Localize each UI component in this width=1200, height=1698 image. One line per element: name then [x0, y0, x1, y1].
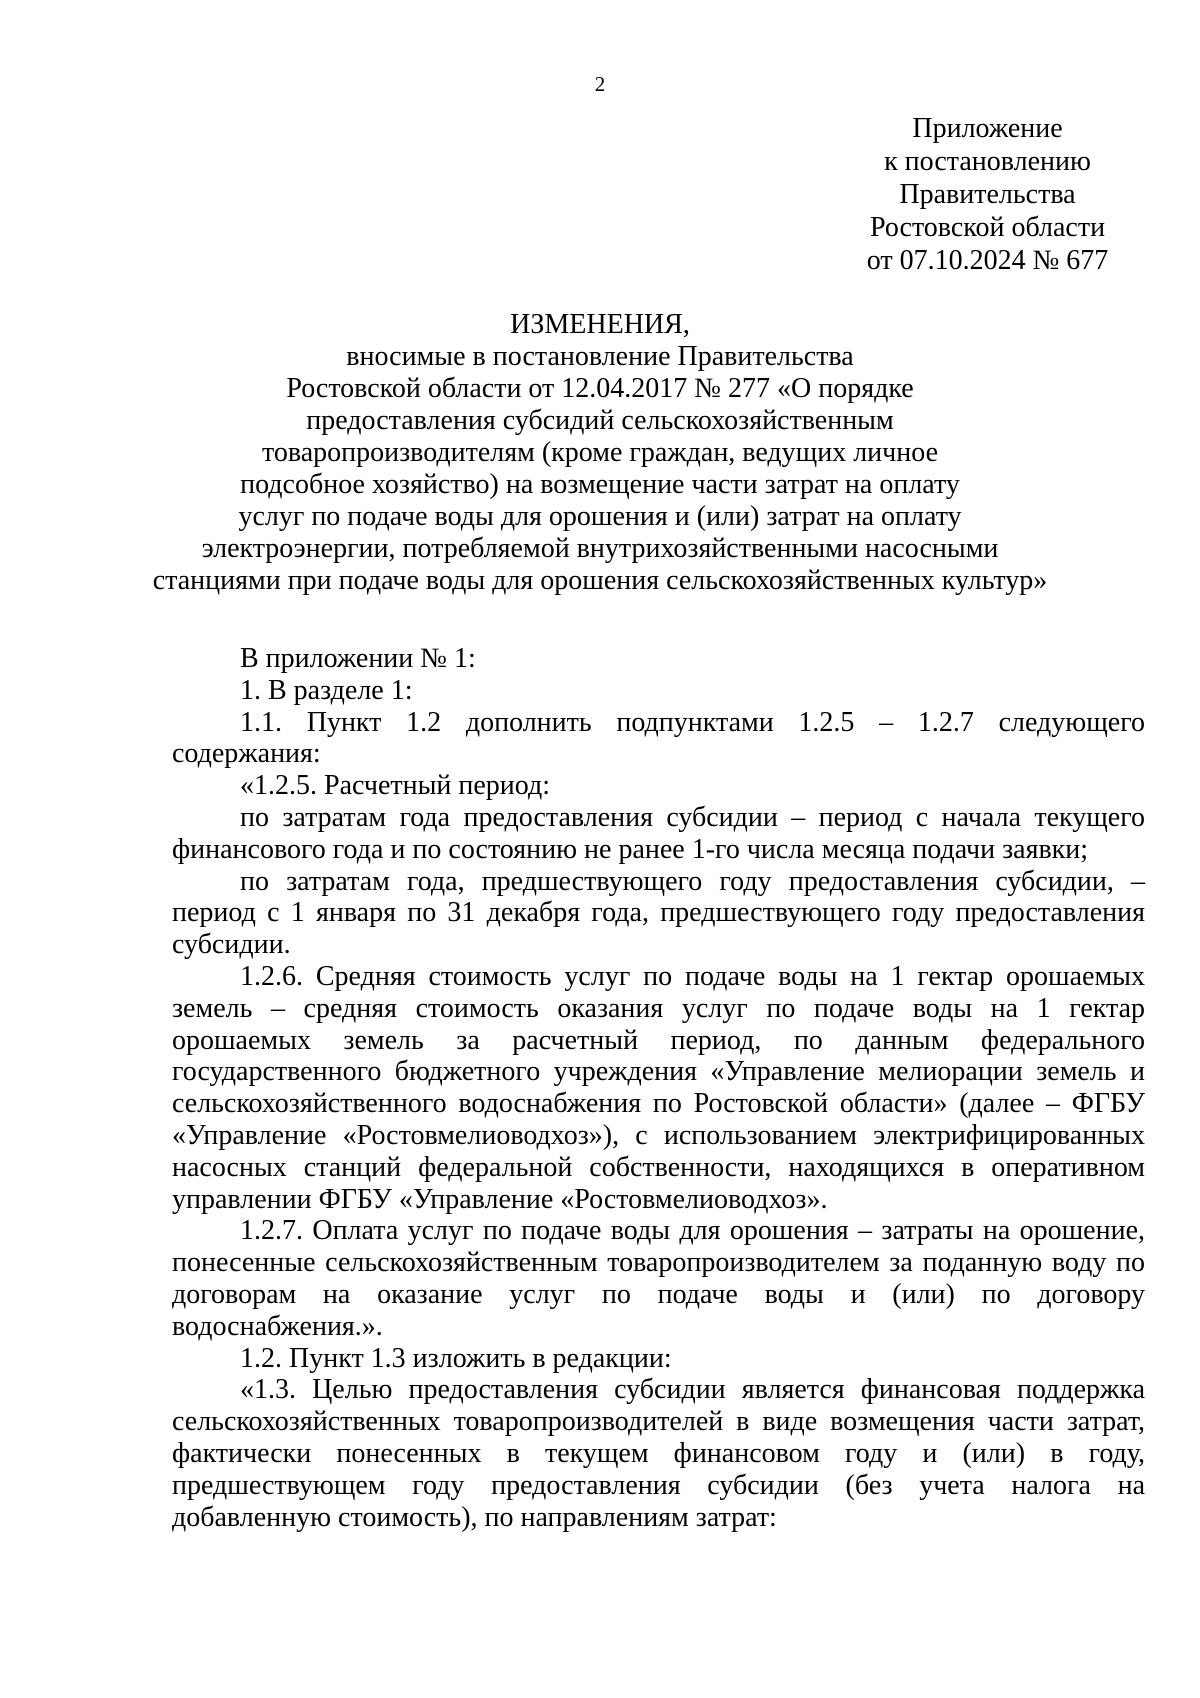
appendix-line: Ростовской области [869, 212, 1106, 243]
title-line: электроэнергии, потребляемой внутрихозяйственными насосными [201, 533, 999, 564]
document-title [0, 309, 1200, 597]
body-paragraph: «1.3. Целью предоставления субсидии является финансовая поддержка сельскохозяйственных товаропроизводителей в виде возмещения части затрат, фактически понесенных в текущем финансовом году и (или) в году, предшествующем году предоставления субсидии (без учета налога на добавленную стоимость), по направлениям затрат: [172, 1374, 1145, 1533]
title-line: услуг по подаче воды для орошения и (или) затрат на оплату [238, 501, 962, 532]
appendix-line: к постановлению [884, 146, 1091, 177]
appendix-line: Приложение [912, 113, 1063, 144]
body-paragraph: 1.1. Пункт 1.2 дополнить подпунктами 1.2.5 – 1.2.7 следующего содержания: [172, 706, 1145, 770]
page-number: 2 [594, 72, 606, 96]
body-paragraph: по затратам года предоставления субсидии – период с начала текущего финансового года и по состоянию не ранее 1-го числа месяца подачи заявки; [172, 801, 1145, 865]
title-heading: ИЗМЕНЕНИЯ, [510, 309, 690, 340]
title-line: подсобное хозяйство) на возмещение части затрат на оплату [240, 469, 960, 500]
body-paragraph: 1. В разделе 1: [240, 674, 413, 706]
body-paragraph: по затратам года, предшествующего году предоставления субсидии, – период с 1 января по 31 декабря года, предшествующего году предоставления субсидии. [172, 865, 1145, 961]
appendix-reference [830, 112, 1145, 277]
document-body [172, 643, 1145, 1533]
body-paragraph: В приложении № 1: [240, 643, 476, 674]
appendix-line: от 07.10.2024 № 677 [866, 245, 1109, 276]
body-paragraph: «1.2.5. Расчетный период: [240, 770, 551, 802]
title-line: предоставления субсидий сельскохозяйственным [306, 405, 894, 436]
body-paragraph: 1.2. Пункт 1.3 изложить в редакции: [240, 1342, 672, 1374]
title-line: товаропроизводителям (кроме граждан, ведущих личное [261, 437, 939, 468]
title-line: станциями при подаче воды для орошения сельскохозяйственных культур» [152, 565, 1048, 596]
body-paragraph: 1.2.6. Средняя стоимость услуг по подаче воды на 1 гектар орошаемых земель – средняя стоимость оказания услуг по подаче воды на 1 гектар орошаемых земель за расчетный период, по данным федерального государственного бюджетного учреждения «Управление мелиорации земель и сельскохозяйственного водоснабжения по Ростовской области» (далее – ФГБУ «Управление «Ростовмелиоводхоз»), с использованием электрифицированных насосных станций федеральной собственности, находящихся в оперативном управлении ФГБУ «Управление «Ростовмелиоводхоз». [172, 960, 1145, 1215]
body-paragraph: 1.2.7. Оплата услуг по подаче воды для орошения – затраты на орошение, понесенные сельскохозяйственным товаропроизводителем за поданную воду по договорам на оказание услуг по подаче воды и (или) по договору водоснабжения.». [172, 1215, 1145, 1342]
title-line: вносимые в постановление Правительства [346, 341, 854, 372]
title-line: Ростовской области от 12.04.2017 № 277 «О порядке [286, 373, 914, 404]
appendix-line: Правительства [899, 179, 1076, 210]
